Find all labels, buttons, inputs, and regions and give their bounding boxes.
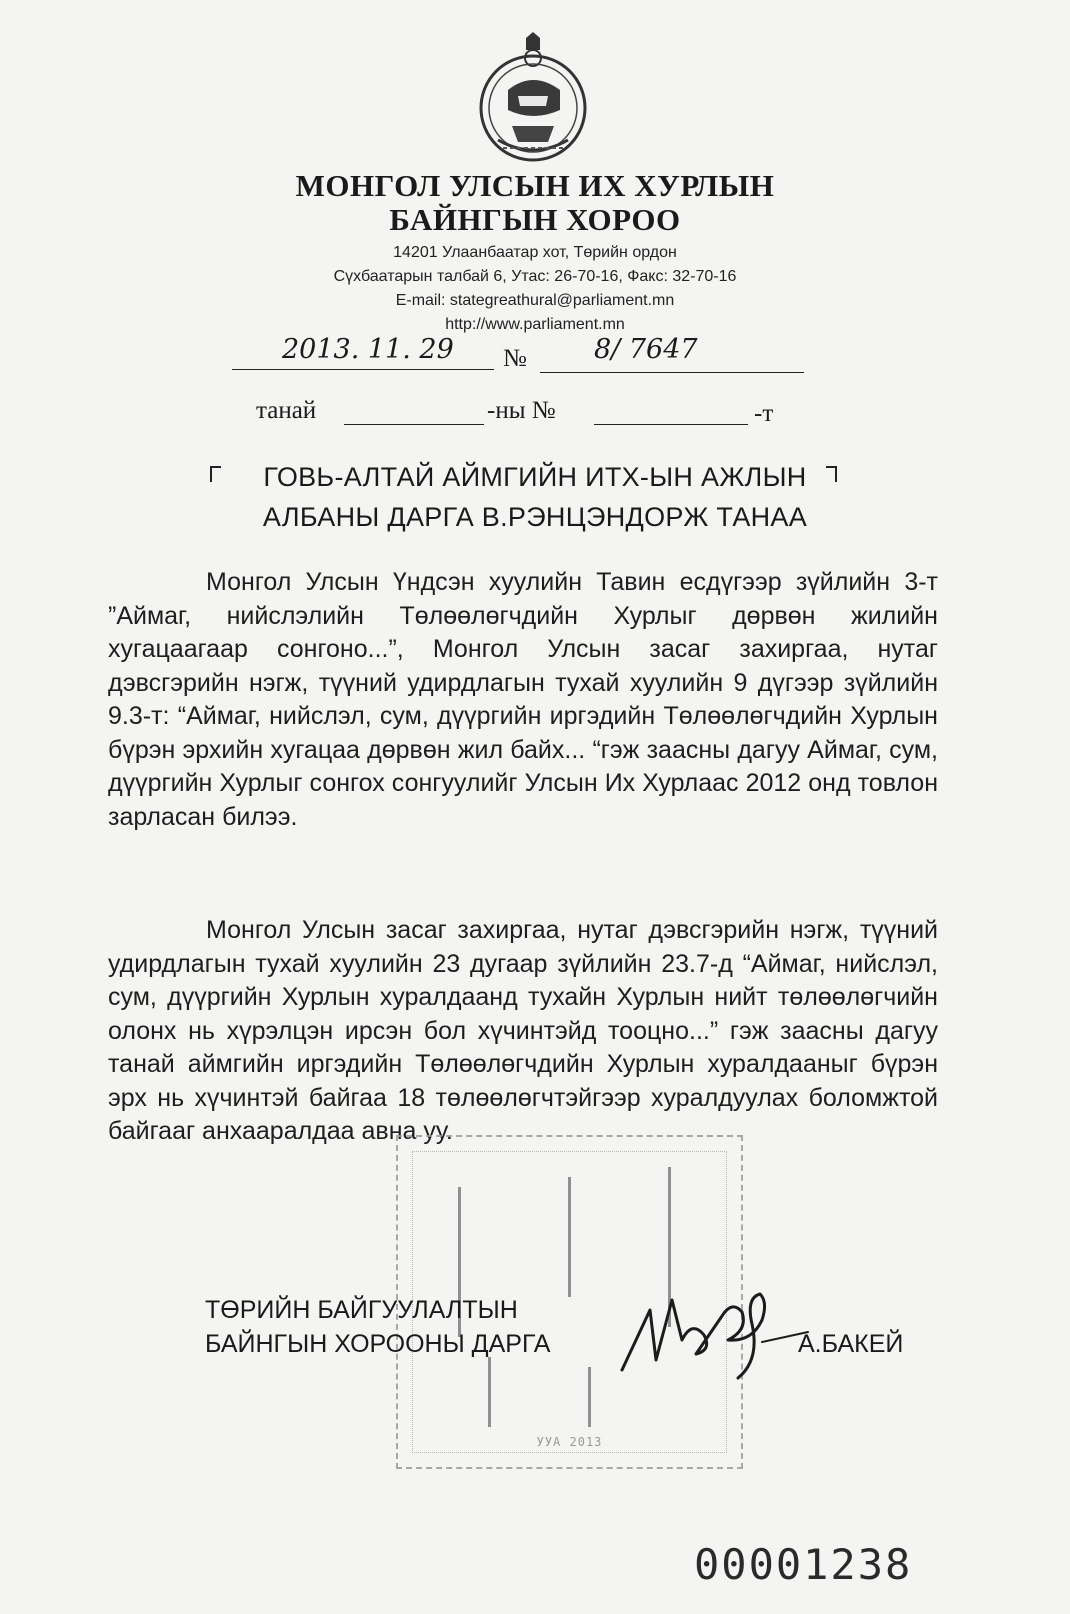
reply-date-underline [344, 424, 484, 425]
stamp-year: УУА 2013 [536, 1435, 603, 1449]
serial-number: 00001238 [694, 1540, 913, 1589]
mongolian-script-column [588, 1367, 615, 1427]
body-paragraph-1: Монгол Улсын Үндсэн хуулийн Тавин есдүгээр зүйлийн 3-т ”Аймаг, нийслэлийн Төлөөлөгчдийн Хурлыг дөрвөн жилийн хугацаагаар сонгоно...”, Монгол Улсын засаг захиргаа, нутаг дэвсгэрийн нэгж, түүний удирдлагын тухай хуулийн 9 дүгээр зүйлийн 9.3-т: “Аймаг, нийслэл, сум, дүүргийн иргэдийн Төлөөлөгчдийн Хурлын бүрэн эрхийн хугацаа дөрвөн жил байх... “гэж заасны дагуу Аймаг, сум, дүүргийн Хурлыг сонгох сонгуулийг Улсын Их Хурлаас 2012 онд товлон зарласан билээ. [108, 568, 938, 831]
organization-name-line2: БАЙНГЫН ХОРОО [389, 202, 681, 237]
signatory-title-line1: ТӨРИЙН БАЙГУУЛАЛТЫН [205, 1296, 518, 1324]
handwritten-signature [612, 1280, 812, 1390]
reply-suffix-label: -т [754, 400, 774, 427]
signatory-name: А.БАКЕЙ [798, 1330, 904, 1358]
addressee-line1: ГОВЬ-АЛТАЙ АЙМГИЙН ИТХ-ЫН АЖЛЫН [263, 462, 807, 492]
handwritten-date: 2013. 11. 29 [282, 334, 454, 365]
mongolian-script-column [568, 1177, 595, 1297]
addressee-line2: АЛБАНЫ ДАРГА В.РЭНЦЭНДОРЖ ТАНАА [262, 502, 808, 532]
email-line: E-mail: stategreathural@parliament.mn [395, 292, 675, 309]
address-line: 14201 Улаанбаатар хот, Төрийн ордон [393, 244, 677, 261]
handwritten-number: 8/ 7647 [594, 334, 698, 365]
signatory-title-line2: БАЙНГЫН ХОРООНЫ ДАРГА [205, 1330, 551, 1358]
reply-prefix-label: танай [256, 397, 317, 424]
date-underline [232, 369, 494, 370]
website-line: http://www.parliament.mn [445, 316, 625, 333]
reply-number-underline [594, 424, 748, 425]
number-sign-label: № [503, 345, 527, 372]
body-paragraph-2: Монгол Улсын засаг захиргаа, нутаг дэвсгэрийн нэгж, түүний удирдлагын тухай хуулийн 23 дугаар зүйлийн 23.7-д “Аймаг, нийслэл, сум, дүүргийн Хурлын хуралдаанд тухайн Хурлын нийт төлөөлөгчийн олонх нь хүрэлцэн ирсэн бол хүчинтэйд тооцно...” гэж заасны дагуу танай аймгийн иргэдийн Төлөөлөгчдийн Хурлын хуралдааныг бүрэн эрх нь хүчинтэй байгаа 18 төлөөлөгчтэйгээр хуралдуулах боломжтой байгааг анхааралдаа авна уу. [108, 916, 938, 1145]
reply-number-label: -ны № [487, 397, 556, 424]
mongolian-script-column [488, 1357, 515, 1427]
state-emblem-icon [468, 30, 598, 166]
number-underline [540, 372, 804, 373]
address-line: Сүхбаатарын талбай 6, Утас: 26-70-16, Факс: 32-70-16 [333, 268, 737, 285]
organization-name-line1: МОНГОЛ УЛСЫН ИХ ХУРЛЫН [295, 168, 775, 203]
